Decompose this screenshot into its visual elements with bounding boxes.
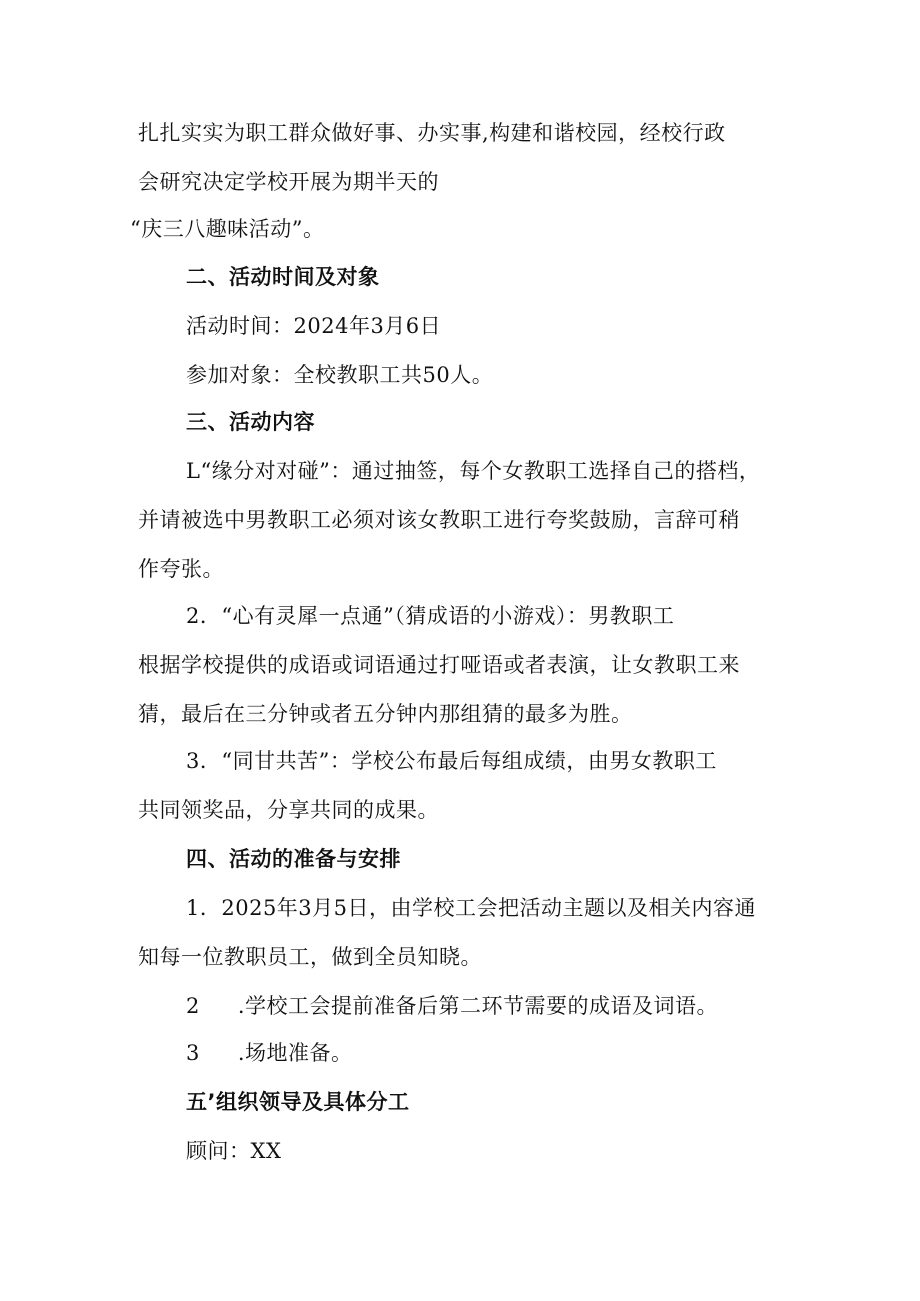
item1-line-3: 作夸张。 bbox=[138, 557, 224, 581]
prep-item3-text: .场地准备。 bbox=[237, 1041, 353, 1065]
item2-line-3: 猜，最后在三分钟或者五分钟内那组猜的最多为胜。 bbox=[138, 702, 633, 726]
item1-line-1: L“缘分对对碰”：通过抽签，每个女教职工选择自己的搭档， bbox=[186, 459, 761, 483]
section2-heading: 二、活动时间及对象 bbox=[186, 265, 380, 289]
intro-line-1: 扎扎实实为职工群众做好事、办实事,构建和谐校园，经校行政 bbox=[138, 121, 726, 145]
section3-heading: 三、活动内容 bbox=[186, 410, 315, 434]
item2-line-2: 根据学校提供的成语或词语通过打哑语或者表演，让女教职工来 bbox=[138, 653, 740, 677]
intro-line-2: 会研究决定学校开展为期半天的 bbox=[138, 170, 439, 194]
prep-item2 bbox=[186, 993, 718, 1019]
prep-item2-text: .学校工会提前准备后第二环节需要的成语及词语。 bbox=[237, 994, 719, 1018]
prep-item3-number: 3 bbox=[186, 1041, 200, 1065]
item3-line-1: 3．“同甘共苦”：学校公布最后每组成绩，由男女教职工 bbox=[186, 749, 717, 773]
item1-line-2: 并请被选中男教职工必须对该女教职工进行夸奖鼓励，言辞可稍 bbox=[138, 508, 740, 532]
section4-heading: 四、活动的准备与安排 bbox=[186, 847, 401, 871]
prep-item1-line-2: 知每一位教职员工，做到全员知晓。 bbox=[138, 945, 482, 969]
participants: 参加对象：全校教职工共50人。 bbox=[186, 363, 494, 387]
advisor: 顾问：XX bbox=[186, 1139, 282, 1163]
prep-item1-line-1: 1．2025年3月5日，由学校工会把活动主题以及相关内容通 bbox=[186, 896, 757, 920]
section5-heading: 五’组织领导及具体分工 bbox=[186, 1090, 410, 1114]
prep-item2-number: 2 bbox=[186, 994, 200, 1018]
item3-line-2: 共同领奖品，分享共同的成果。 bbox=[138, 798, 439, 822]
activity-time: 活动时间：2024年3月6日 bbox=[186, 314, 442, 338]
prep-item3 bbox=[186, 1040, 353, 1066]
intro-line-3: “庆三八趣味活动”。 bbox=[130, 217, 325, 241]
item2-line-1: 2．“心有灵犀一点通”（猜成语的小游戏）：男教职工 bbox=[186, 604, 675, 628]
